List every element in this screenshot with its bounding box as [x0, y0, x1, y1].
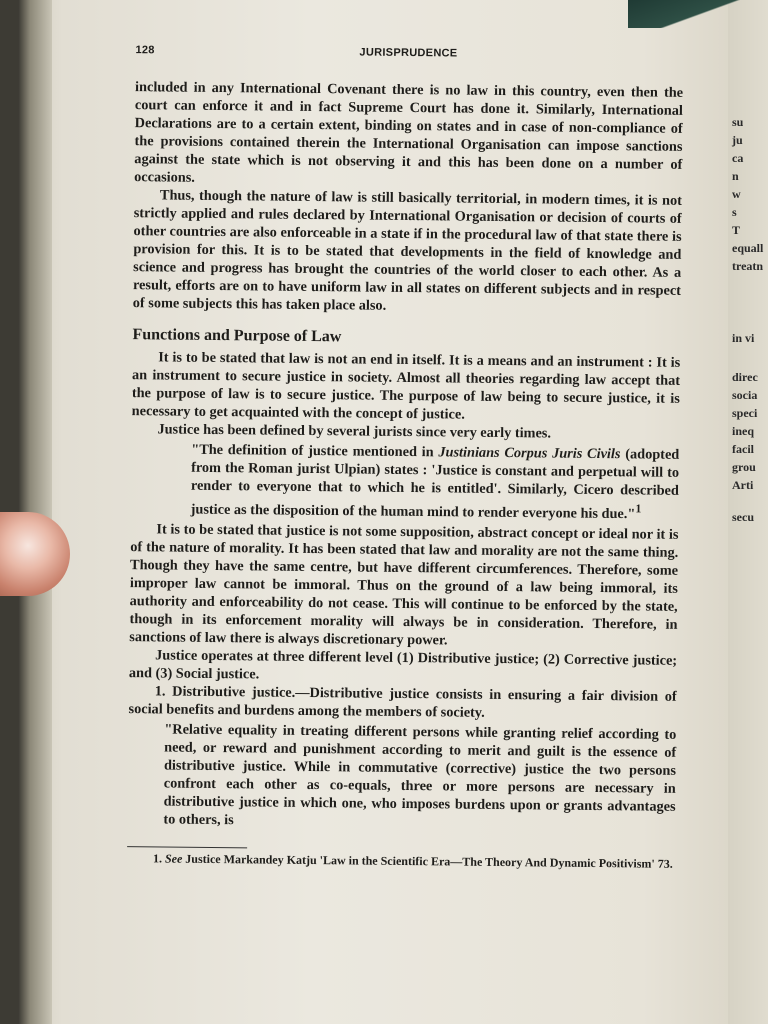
fragment: T: [732, 223, 741, 237]
quote-text: "The definition of justice mentioned in: [191, 441, 439, 461]
block-quote: [191, 441, 680, 524]
running-header: [122, 44, 696, 60]
paragraph: Justice has been defined by several jurists since very early times.: [157, 421, 552, 442]
fragment: Arti: [732, 478, 754, 492]
paragraph: [128, 682, 676, 724]
fragment: ju: [732, 133, 743, 147]
fragment: facil: [732, 442, 754, 456]
background-object: [628, 0, 768, 28]
fragment: equall: [732, 241, 764, 255]
footnote-text: Justice Markandey Katju 'Law in the Scientific Era—The Theory And Dynamic Positivism' 73.: [182, 851, 673, 871]
quote-text: (adopted from the Roman jurist Ulpian) states : 'Justice is constant and perpetual will to render to everyone that to which he is entitled'. Similarly, Cicero described justice as the disposition of the human mind to render everyone his due.": [190, 446, 680, 523]
fragment: socia: [732, 388, 758, 402]
body-text: [127, 78, 683, 871]
fragment: ineq: [732, 424, 755, 438]
quote-italic: Justinians Corpus Juris Civils: [438, 444, 621, 463]
section-heading: Functions and Purpose of Law: [132, 326, 342, 346]
paragraph: included in any International Covenant there is no law in this country, even then the court can enforce it and in fact Supreme Court has done it. Similarly, International Declarations are to a certain extent, binding on states and in case of non-compliance of the provisions contained therein the International Organisation can impose sanctions against the state which is not observing it and this has been done on a number of occasions.: [134, 79, 684, 186]
fragment: secu: [732, 510, 754, 524]
page-number: 128: [135, 44, 155, 57]
paragraph: It is to be stated that law is not an end in itself. It is a means and an instrument : It is an instrument to secure justice in society. Almost all theories regarding law accept that the purpose of law is to secure justice. The purpose of law being to secure justice, it is necessary to get acquainted with the concept of justice.: [131, 349, 681, 423]
paragraph: Justice operates at three different level (1) Distributive justice; (2) Corrective justice; and (3) Social justice.: [128, 647, 678, 683]
paragraph: Thus, though the nature of law is still basically territorial, in modern times, it is not strictly applied and rules declared by International Organisation or decision of courts of other countries are also enforceable in a state if in the procedural law of that state there is provision for this. It is to be stated that developments in the field of knowledge and science and progress has brought the countries of the world closer to each other. As a result, efforts are on to have uniform law in all states on different subjects and in respect of some subjects this has taken place also.: [132, 187, 683, 314]
paragraph-text: —Distributive justice consists in ensuring a fair division of social benefits and burdens among the members of society.: [128, 684, 677, 721]
subheading-inline: 1. Distributive justice.: [154, 683, 296, 701]
footnote-ref: 1: [635, 501, 642, 516]
fragment: s: [732, 205, 737, 219]
block-quote: "Relative equality in treating different persons while granting relief according to need, or reward and punishment according to merit and guilt is the essence of distributive justice. While in commutative (corrective) justice the two persons confront each other as co-equals, three or more persons are necessary in distributive justice in which one, who imposes burdens upon or grants advantages to others, is: [163, 721, 677, 828]
next-page-edge: [728, 0, 768, 1024]
fragment: in vi: [732, 331, 755, 345]
running-title: JURISPRUDENCE: [359, 46, 458, 60]
fragment: n: [732, 169, 739, 183]
page-content: [122, 0, 696, 871]
footnote-separator: [127, 846, 247, 848]
paragraph: It is to be stated that justice is not some supposition, abstract concept or ideal nor it is of the nature of morality. It has been stated that law and morality are not the same thing. Though they have the same centre, but have different circumferences. Therefore, some improper law cannot be immoral. Thus on the ground of a law being immoral, its authority and enforceability do not cease. This will continue to be enforced by the state, though in its enforcement morality will always be in consideration. Therefore, in sanctions of law there is always discretionary power.: [129, 521, 679, 649]
fragment: ca: [732, 151, 744, 165]
fragment: grou: [732, 460, 756, 474]
fragment: direc: [732, 370, 758, 384]
fragment: su: [732, 115, 744, 129]
fragment: treatn: [732, 259, 764, 273]
fragment: speci: [732, 406, 758, 420]
fragment: w: [732, 187, 741, 201]
book-page: [18, 0, 753, 1024]
footnote-marker: 1.: [152, 851, 163, 866]
footnote-see: See: [164, 851, 183, 866]
footnote: [127, 851, 675, 872]
